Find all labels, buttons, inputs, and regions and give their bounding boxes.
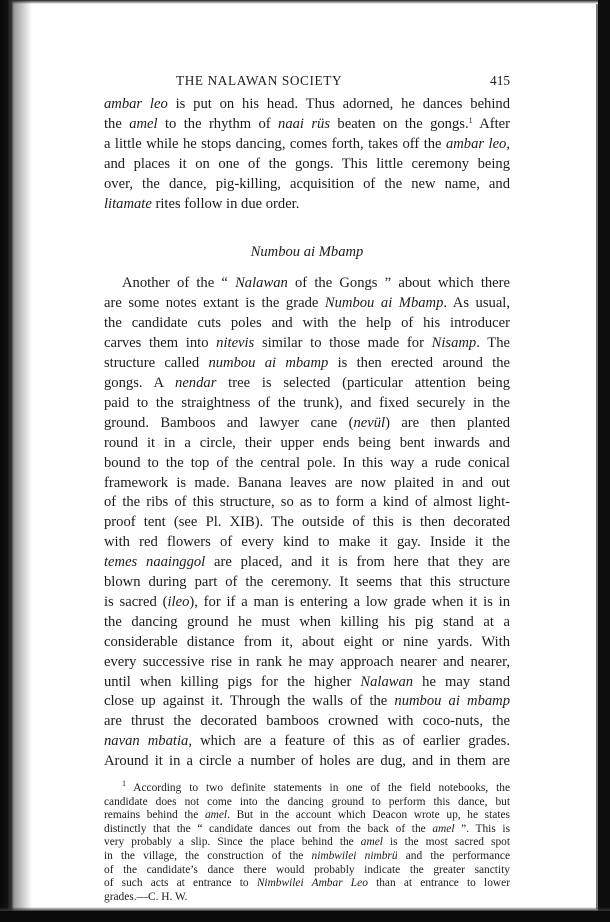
text-line: temes naainggol are placed, and it is from here that they are: [104, 554, 510, 571]
text-line: proof tent (see Pl. XIB). The outside of this is then decorated: [104, 514, 510, 531]
text-line: Another of the “ Nalawan of the Gongs ” about which there: [122, 275, 510, 292]
footnote-line: of such acts at entrance to Nimbwilei Ambar Leo than at entrance to lower: [104, 877, 510, 890]
text-line: ambar leo is put on his head. Thus adorned, he dances behind: [104, 96, 510, 112]
scan-edge-top: [0, 0, 610, 4]
scan-edge-left-shadow: [10, 0, 32, 922]
text-line: the candidate cuts poles and with the help of his introducer: [104, 315, 510, 332]
body-text: [104, 95, 510, 904]
text-line: navan mbatia, which are a feature of this as of earlier grades.: [104, 733, 510, 750]
footnote-line: grades.—C. H. W.: [104, 890, 188, 903]
scan-edge-bottom: [0, 911, 610, 922]
page-number: 415: [490, 73, 510, 88]
text-line: and places it on one of the gongs. This little ceremony being: [104, 155, 510, 172]
text-line: structure called numbou ai mbamp is then erected around the: [104, 355, 510, 372]
scan-edge-right: [598, 0, 610, 922]
paragraph-continuation: [104, 95, 510, 214]
text-line: carves them into nitevis similar to those made for Nisamp. The: [104, 335, 510, 352]
footnote-line: in the village, the construction of the nimbwilei nimbrü and the performance: [104, 850, 510, 863]
running-head: [104, 73, 510, 95]
text-line: round it in a circle, their upper ends being bent inwards and: [104, 434, 510, 451]
text-line: of the ribs of this structure, so as to form a kind of almost light-: [104, 494, 510, 511]
text-line: every successive rise in rank he may approach nearer and nearer,: [104, 653, 510, 670]
footnote-reference[interactable]: 1: [468, 115, 473, 125]
footnote-line: $^1$ According to two definite statements in one of the field notebooks, the: [122, 779, 510, 795]
book-page: [104, 73, 510, 904]
section-heading: Numbou ai Mbamp: [250, 244, 364, 261]
text-line: Around it in a circle a number of holes are dug, and in them are: [104, 753, 510, 770]
text-line: considerable distance from it, about eight or nine yards. With: [104, 633, 510, 650]
footnote-line: of the candidate’s dance there would probably indicate the greater sanctity: [104, 863, 510, 876]
text-line: bound to the top of the central pole. In this way a rude conical: [104, 454, 510, 471]
text-line: paid to the straightness of the trunk), and fixed securely in the: [104, 394, 510, 411]
text-line: close up against it. Through the walls of the numbou ai mbamp: [104, 693, 510, 710]
footnote-line: candidate does not come into the dancing ground to perform this dance, but: [104, 795, 510, 808]
text-line: the dancing ground he must when killing his pig stand at a: [104, 613, 510, 630]
text-line: litamate rites follow in due order.: [104, 195, 300, 212]
paragraph-numbou-ai-mbamp: [104, 274, 510, 772]
text-line: is sacred (ileo), for if a man is entering a low grade when it is in: [104, 593, 510, 610]
footnote-marker: 1: [122, 779, 126, 789]
text-line: until when killing pigs for the higher Nalawan he may stand: [104, 673, 510, 690]
text-line: gongs. A nendar tree is selected (particular attention being: [104, 374, 510, 391]
running-title: THE NALAWAN SOCIETY: [176, 73, 343, 88]
scan-edge-right-line: [596, 4, 598, 909]
text-line: are thrust the decorated bamboos crowned with coco-nuts, the: [104, 713, 510, 730]
text-line: are some notes extant is the grade Numbou ai Mbamp. As usual,: [104, 295, 511, 312]
footnote: [104, 779, 510, 904]
text-line: blown during part of the ceremony. It seems that this structure: [104, 574, 510, 591]
text-line: with red flowers of every kind to make it gay. Inside it the: [104, 534, 510, 551]
text-line: ground. Bamboos and lawyer cane (nevül) are then planted: [104, 414, 511, 431]
text-line: over, the dance, pig-killing, acquisition of the new name, and: [104, 175, 510, 192]
footnote-line: distinctly that the “ candidate dances out from the back of the amel ”. This is: [104, 822, 510, 835]
text-line: framework is made. Banana leaves are now plaited in and out: [104, 474, 510, 491]
text-line: a little while he stops dancing, comes forth, takes off the ambar leo,: [104, 135, 511, 152]
text-line: the amel to the rhythm of naai rüs beaten on the gongs.$^1$ After: [104, 115, 510, 132]
footnote-line: remains behind the amel. But in the account which Deacon wrote up, he states: [104, 809, 510, 822]
footnote-line: very probably a slip. Since the place behind the amel is the most sacred spot: [104, 836, 510, 849]
